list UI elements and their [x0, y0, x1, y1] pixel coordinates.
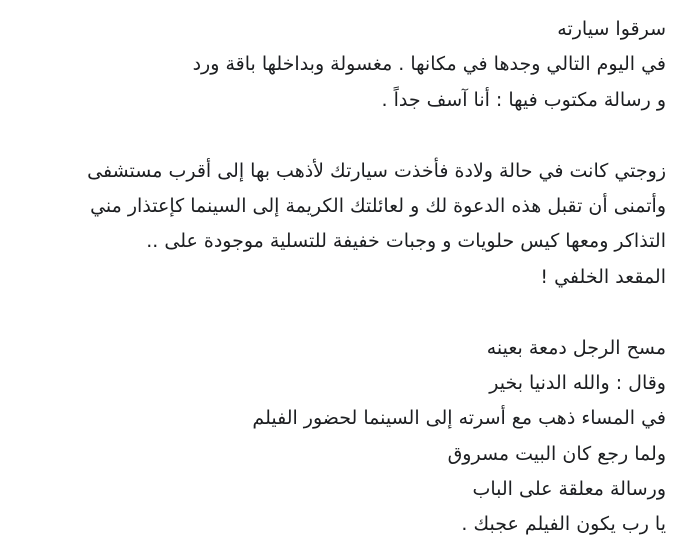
text-line: وأتمنى أن تقبل هذه الدعوة لك و لعائلتك الكريمة إلى السينما كإعتذار مني	[90, 194, 666, 217]
text-line: وقال : والله الدنيا بخير	[489, 371, 666, 394]
paragraph-2	[30, 154, 666, 296]
text-line: زوجتي كانت في حالة ولادة فأخذت سيارتك لأذهب بها إلى أقرب مستشفى	[87, 159, 666, 182]
text-line: و رسالة مكتوب فيها : أنا آسف جداً .	[381, 88, 666, 111]
text-line: مسح الرجل دمعة بعينه	[486, 336, 666, 359]
text-line: في المساء ذهب مع أسرته إلى السينما لحضور الفيلم	[252, 407, 666, 430]
paragraph-1	[30, 12, 666, 118]
text-line: ولما رجع كان البيت مسروق	[447, 442, 666, 465]
text-line: سرقوا سيارته	[557, 18, 666, 40]
text-line: في اليوم التالي وجدها في مكانها . مغسولة وبداخلها باقة ورد	[192, 53, 666, 76]
text-line: ورسالة معلقة على الباب	[472, 478, 666, 501]
paragraph-3	[30, 331, 666, 543]
paragraph-spacer	[30, 118, 666, 153]
text-line: التذاكر ومعها كيس حلويات و وجبات خفيفة للتسلية موجودة على ..	[146, 230, 666, 253]
paragraph-spacer	[30, 295, 666, 330]
text-line: المقعد الخلفي !	[540, 265, 666, 288]
text-line: يا رب يكون الفيلم عجبك .	[461, 513, 666, 536]
